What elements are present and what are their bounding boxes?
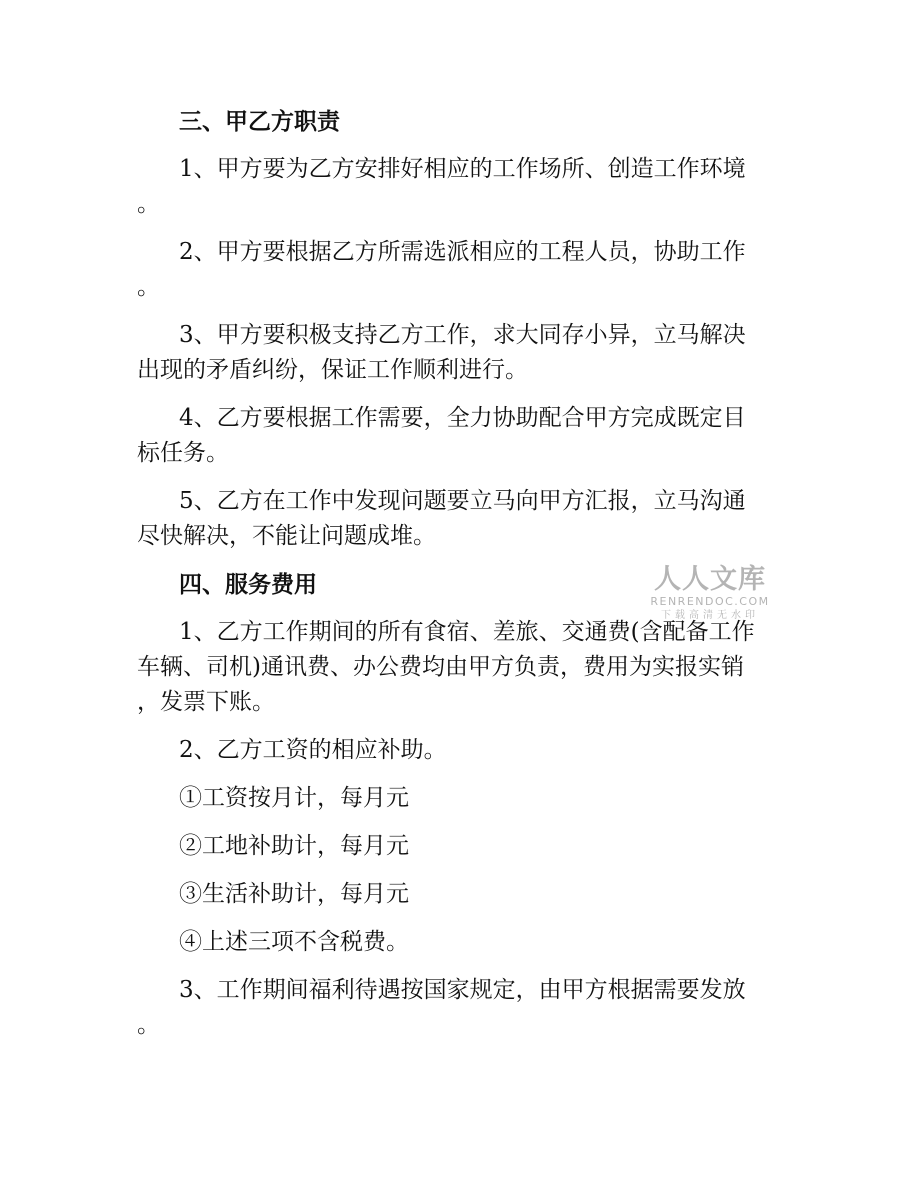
paragraph-line: 车辆、司机)通讯费、办公费均由甲方负责，费用为实报实销 — [137, 654, 744, 680]
paragraph-line: 4、乙方要根据工作需要，全力协助配合甲方完成既定目 — [179, 405, 746, 431]
paragraph-line: 3、甲方要积极支持乙方工作，求大同存小异，立马解决 — [179, 322, 746, 348]
paragraph-line: ③生活补助计，每月元 — [179, 881, 409, 907]
paragraph-line: 1、甲方要为乙方安排好相应的工作场所、创造工作环境 — [179, 156, 746, 182]
paragraph-line: 1、乙方工作期间的所有食宿、差旅、交通费(含配备工作 — [179, 619, 755, 645]
paragraph-line: ，发票下账。 — [137, 689, 275, 715]
paragraph-line: 出现的矛盾纠纷，保证工作顺利进行。 — [137, 357, 528, 383]
paragraph-line: 标任务。 — [137, 440, 229, 466]
paragraph — [137, 829, 777, 864]
paragraph-line: 5、乙方在工作中发现问题要立马向甲方汇报，立马沟通 — [179, 488, 746, 514]
section-heading: 三、甲乙方职责 — [179, 108, 340, 135]
paragraph — [137, 152, 777, 222]
paragraph-line: 3、工作期间福利待遇按国家规定，由甲方根据需要发放 — [179, 977, 746, 1003]
watermark-slogan: 下载高清无水印 — [661, 610, 759, 621]
paragraph-line: ①工资按月计，每月元 — [179, 785, 409, 811]
paragraph-line: 。 — [137, 1012, 160, 1038]
paragraph — [137, 235, 777, 305]
paragraph — [137, 781, 777, 816]
paragraph — [137, 615, 777, 720]
watermark-domain: RENRENDOC.COM — [650, 595, 770, 608]
paragraph-line: 2、乙方工资的相应补助。 — [179, 737, 447, 763]
paragraph-line: 。 — [137, 274, 160, 300]
section-heading: 四、服务费用 — [179, 571, 317, 598]
paragraph — [137, 733, 777, 768]
paragraph — [137, 401, 777, 471]
paragraph-line: 。 — [137, 191, 160, 217]
paragraph — [137, 973, 777, 1043]
paragraph — [137, 925, 777, 960]
watermark-title: 人人文库 — [654, 564, 766, 595]
paragraph-line: 尽快解决，不能让问题成堆。 — [137, 523, 436, 549]
paragraph-line: ②工地补助计，每月元 — [179, 833, 409, 859]
paragraph-line: ④上述三项不含税费。 — [179, 929, 409, 955]
paragraph — [137, 484, 777, 554]
paragraph-line: 2、甲方要根据乙方所需选派相应的工程人员，协助工作 — [179, 239, 746, 265]
paragraph — [137, 877, 777, 912]
paragraph — [137, 318, 777, 388]
watermark-logo — [648, 565, 772, 622]
